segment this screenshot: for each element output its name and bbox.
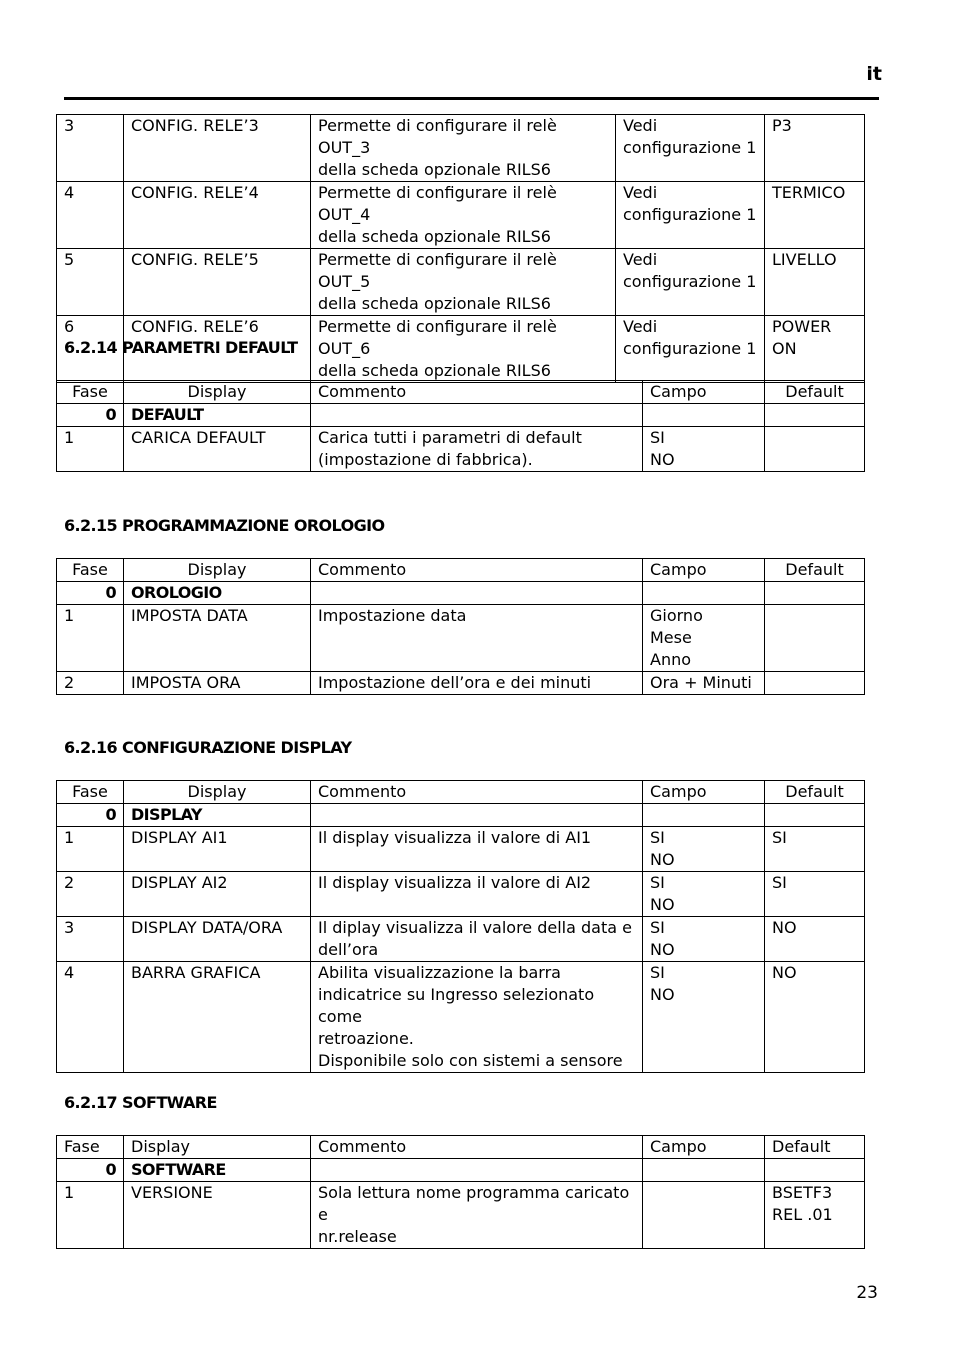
default-cell [765,427,865,472]
default-cell: P3 [765,115,865,182]
commento-cell [311,1159,643,1182]
section-title-software: 6.2.17 SOFTWARE [64,1093,217,1112]
default-cell [765,804,865,827]
campo-cell [643,804,765,827]
display-cell: CONFIG. RELE’5 [124,249,311,316]
menu-title-cell: DISPLAY [124,804,311,827]
page-number: 23 [856,1283,878,1303]
table-row [57,804,865,827]
fase-cell: 1 [57,427,124,472]
header-campo: Campo [643,781,765,804]
campo-cell: Vedi configurazione 1 [616,115,765,182]
default-cell: LIVELLO [765,249,865,316]
fase-cell: 2 [57,672,124,695]
commento-cell: Permette di configurare il relè OUT_3 della scheda opzionale RILS6 [311,115,616,182]
default-cell [765,404,865,427]
section-title-default-params: 6.2.14 PARAMETRI DEFAULT [64,338,298,357]
menu-title-cell: SOFTWARE [124,1159,311,1182]
commento-cell [311,404,643,427]
table-header-row [57,559,865,582]
table-row [57,872,865,917]
fase-cell: 2 [57,872,124,917]
table-row [57,827,865,872]
default-cell [765,582,865,605]
commento-cell: Il display visualizza il valore di AI1 [311,827,643,872]
campo-cell: SI NO [643,427,765,472]
header-default: Default [765,781,865,804]
commento-cell: Il diplay visualizza il valore della data e dell’ora [311,917,643,962]
fase-cell: 3 [57,917,124,962]
table-row [57,582,865,605]
fase-cell: 1 [57,1182,124,1249]
fase-cell: 0 [57,1159,124,1182]
header-display: Display [124,781,311,804]
fase-cell: 0 [57,404,124,427]
table-row [57,605,865,672]
campo-cell [643,1182,765,1249]
campo-cell [643,1159,765,1182]
table-row [57,1182,865,1249]
header-fase: Fase [57,559,124,582]
display-cell: CONFIG. RELE’6 [124,316,311,383]
table-header-row [57,781,865,804]
campo-cell: SI NO [643,917,765,962]
display-cell: CONFIG. RELE’4 [124,182,311,249]
commento-cell: Impostazione data [311,605,643,672]
campo-cell: SI NO [643,827,765,872]
header-campo: Campo [643,559,765,582]
section-title-display-config: 6.2.16 CONFIGURAZIONE DISPLAY [64,738,352,757]
software-table [56,1135,865,1249]
display-cell: VERSIONE [124,1182,311,1249]
table-row [57,672,865,695]
campo-cell: Vedi configurazione 1 [616,182,765,249]
table-row [57,1159,865,1182]
campo-cell: Ora + Minuti [643,672,765,695]
table-row [57,917,865,962]
commento-cell [311,804,643,827]
header-default: Default [765,1136,865,1159]
table-row [57,182,865,249]
fase-cell: 4 [57,962,124,1073]
header-campo: Campo [643,381,765,404]
clock-table [56,558,865,695]
table-row [57,249,865,316]
header-commento: Commento [311,381,643,404]
header-display: Display [124,559,311,582]
display-cell: CONFIG. RELE’3 [124,115,311,182]
table-header-row [57,1136,865,1159]
language-marker: it [866,63,882,85]
display-cell: IMPOSTA DATA [124,605,311,672]
default-cell: TERMICO [765,182,865,249]
default-cell: BSETF3 REL .01 [765,1182,865,1249]
commento-cell: Permette di configurare il relè OUT_5 della scheda opzionale RILS6 [311,249,616,316]
display-cell: DISPLAY DATA/ORA [124,917,311,962]
menu-title-cell: OROLOGIO [124,582,311,605]
header-fase: Fase [57,781,124,804]
display-cell: CARICA DEFAULT [124,427,311,472]
section-title-clock: 6.2.15 PROGRAMMAZIONE OROLOGIO [64,516,385,535]
header-commento: Commento [311,781,643,804]
menu-title-cell: DEFAULT [124,404,311,427]
header-fase: Fase [57,1136,124,1159]
fase-cell: 4 [57,182,124,249]
campo-cell: SI NO [643,872,765,917]
fase-cell: 1 [57,827,124,872]
table-row [57,427,865,472]
commento-cell: Permette di configurare il relè OUT_6 della scheda opzionale RILS6 [311,316,616,383]
table-row [57,404,865,427]
display-config-table [56,780,865,1073]
fase-cell: 0 [57,804,124,827]
campo-cell [643,404,765,427]
commento-cell: Permette di configurare il relè OUT_4 della scheda opzionale RILS6 [311,182,616,249]
default-cell: SI [765,872,865,917]
fase-cell: 1 [57,605,124,672]
fase-cell: 6 [57,316,124,383]
display-cell: DISPLAY AI1 [124,827,311,872]
default-cell: NO [765,962,865,1073]
header-commento: Commento [311,1136,643,1159]
header-commento: Commento [311,559,643,582]
campo-cell: Vedi configurazione 1 [616,316,765,383]
fase-cell: 5 [57,249,124,316]
campo-cell: Vedi configurazione 1 [616,249,765,316]
header-display: Display [124,381,311,404]
default-params-table [56,380,865,472]
default-cell [765,1159,865,1182]
header-default: Default [765,559,865,582]
commento-cell: Abilita visualizzazione la barra indicatrice su Ingresso selezionato come retroazione. Disponibile solo con sistemi a sensore [311,962,643,1073]
default-cell [765,605,865,672]
commento-cell: Il display visualizza il valore di AI2 [311,872,643,917]
default-cell: POWER ON [765,316,865,383]
default-cell: SI [765,827,865,872]
default-cell: NO [765,917,865,962]
fase-cell: 0 [57,582,124,605]
display-cell: DISPLAY AI2 [124,872,311,917]
commento-cell: Sola lettura nome programma caricato e nr.release [311,1182,643,1249]
table-row [57,962,865,1073]
campo-cell: SI NO [643,962,765,1073]
commento-cell: Impostazione dell’ora e dei minuti [311,672,643,695]
commento-cell [311,582,643,605]
display-cell: BARRA GRAFICA [124,962,311,1073]
header-display: Display [124,1136,311,1159]
header-default: Default [765,381,865,404]
campo-cell: Giorno Mese Anno [643,605,765,672]
table-header-row [57,381,865,404]
campo-cell [643,582,765,605]
header-campo: Campo [643,1136,765,1159]
display-cell: IMPOSTA ORA [124,672,311,695]
commento-cell: Carica tutti i parametri di default (impostazione di fabbrica). [311,427,643,472]
fase-cell: 3 [57,115,124,182]
header-fase: Fase [57,381,124,404]
table-row [57,115,865,182]
header-rule [64,97,879,100]
default-cell [765,672,865,695]
